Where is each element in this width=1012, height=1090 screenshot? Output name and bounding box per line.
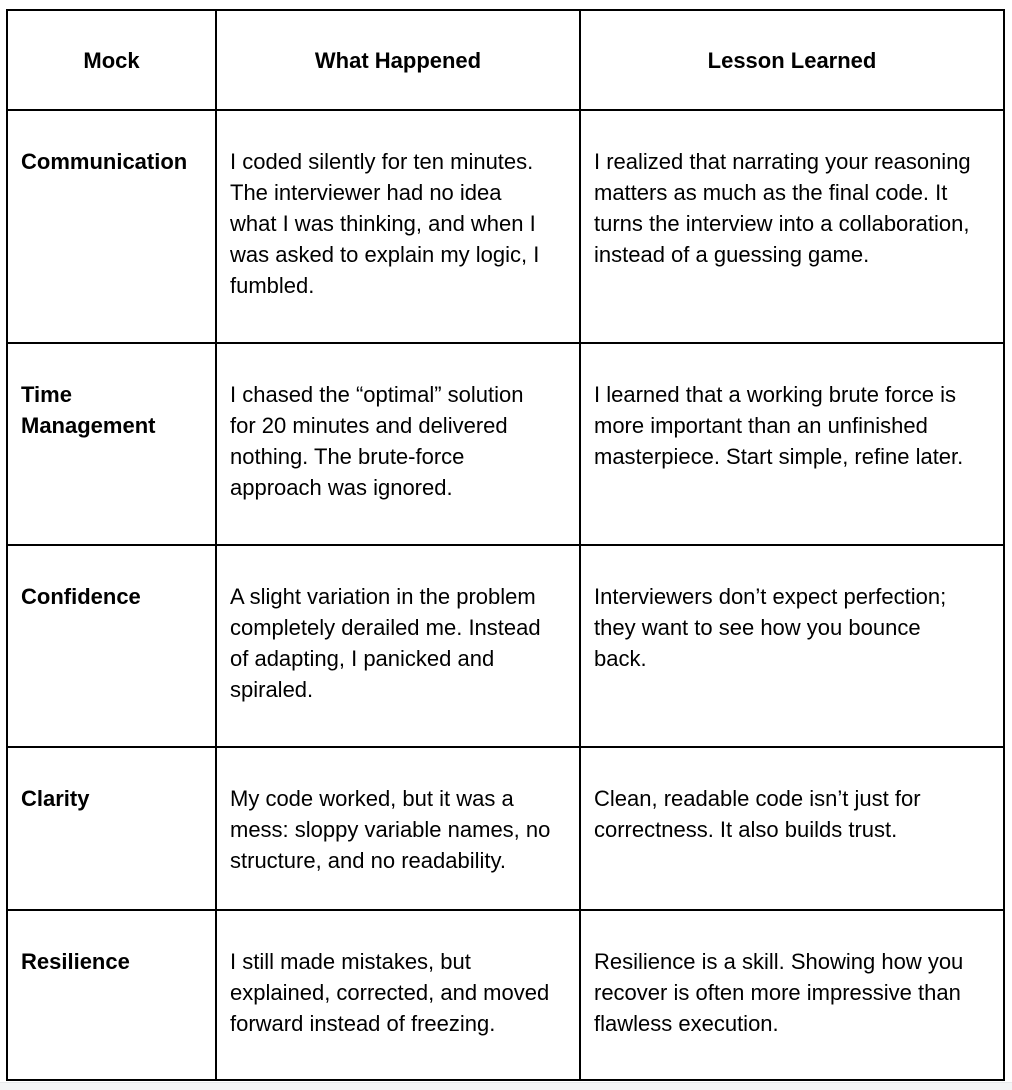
- cell-communication-mock: Communication: [7, 110, 216, 343]
- cell-communication-lesson-learned: I realized that narrating your reasoning matters as much as the final code. It turns the interview into a collaboration, instead of a guessing game.: [580, 110, 1004, 343]
- cell-resilience-lesson-learned: Resilience is a skill. Showing how you recover is often more impressive than flawless execution.: [580, 910, 1004, 1080]
- cell-clarity-mock: Clarity: [7, 747, 216, 910]
- cell-confidence-mock: Confidence: [7, 545, 216, 747]
- table-row-clarity: [7, 747, 1004, 910]
- page-bottom-edge: [0, 1082, 1012, 1090]
- cell-time-management-mock: Time Management: [7, 343, 216, 545]
- table-row-resilience: [7, 910, 1004, 1080]
- table-header-row: [7, 10, 1004, 110]
- column-header-lesson-learned: Lesson Learned: [580, 10, 1004, 110]
- column-header-what-happened: What Happened: [216, 10, 580, 110]
- cell-confidence-what-happened: A slight variation in the problem completely derailed me. Instead of adapting, I panicked and spiraled.: [216, 545, 580, 747]
- cell-time-management-what-happened: I chased the “optimal” solution for 20 minutes and delivered nothing. The brute-force approach was ignored.: [216, 343, 580, 545]
- table-row-confidence: [7, 545, 1004, 747]
- cell-confidence-lesson-learned: Interviewers don’t expect perfection; they want to see how you bounce back.: [580, 545, 1004, 747]
- column-header-mock: Mock: [7, 10, 216, 110]
- cell-clarity-what-happened: My code worked, but it was a mess: sloppy variable names, no structure, and no readability.: [216, 747, 580, 910]
- cell-resilience-mock: Resilience: [7, 910, 216, 1080]
- cell-resilience-what-happened: I still made mistakes, but explained, corrected, and moved forward instead of freezing.: [216, 910, 580, 1080]
- cell-clarity-lesson-learned: Clean, readable code isn’t just for correctness. It also builds trust.: [580, 747, 1004, 910]
- mock-interview-lessons-table: [6, 9, 1005, 1081]
- cell-time-management-lesson-learned: I learned that a working brute force is more important than an unfinished masterpiece. Start simple, refine later.: [580, 343, 1004, 545]
- table-row-time-management: [7, 343, 1004, 545]
- table-row-communication: [7, 110, 1004, 343]
- cell-communication-what-happened: I coded silently for ten minutes. The interviewer had no idea what I was thinking, and when I was asked to explain my logic, I fumbled.: [216, 110, 580, 343]
